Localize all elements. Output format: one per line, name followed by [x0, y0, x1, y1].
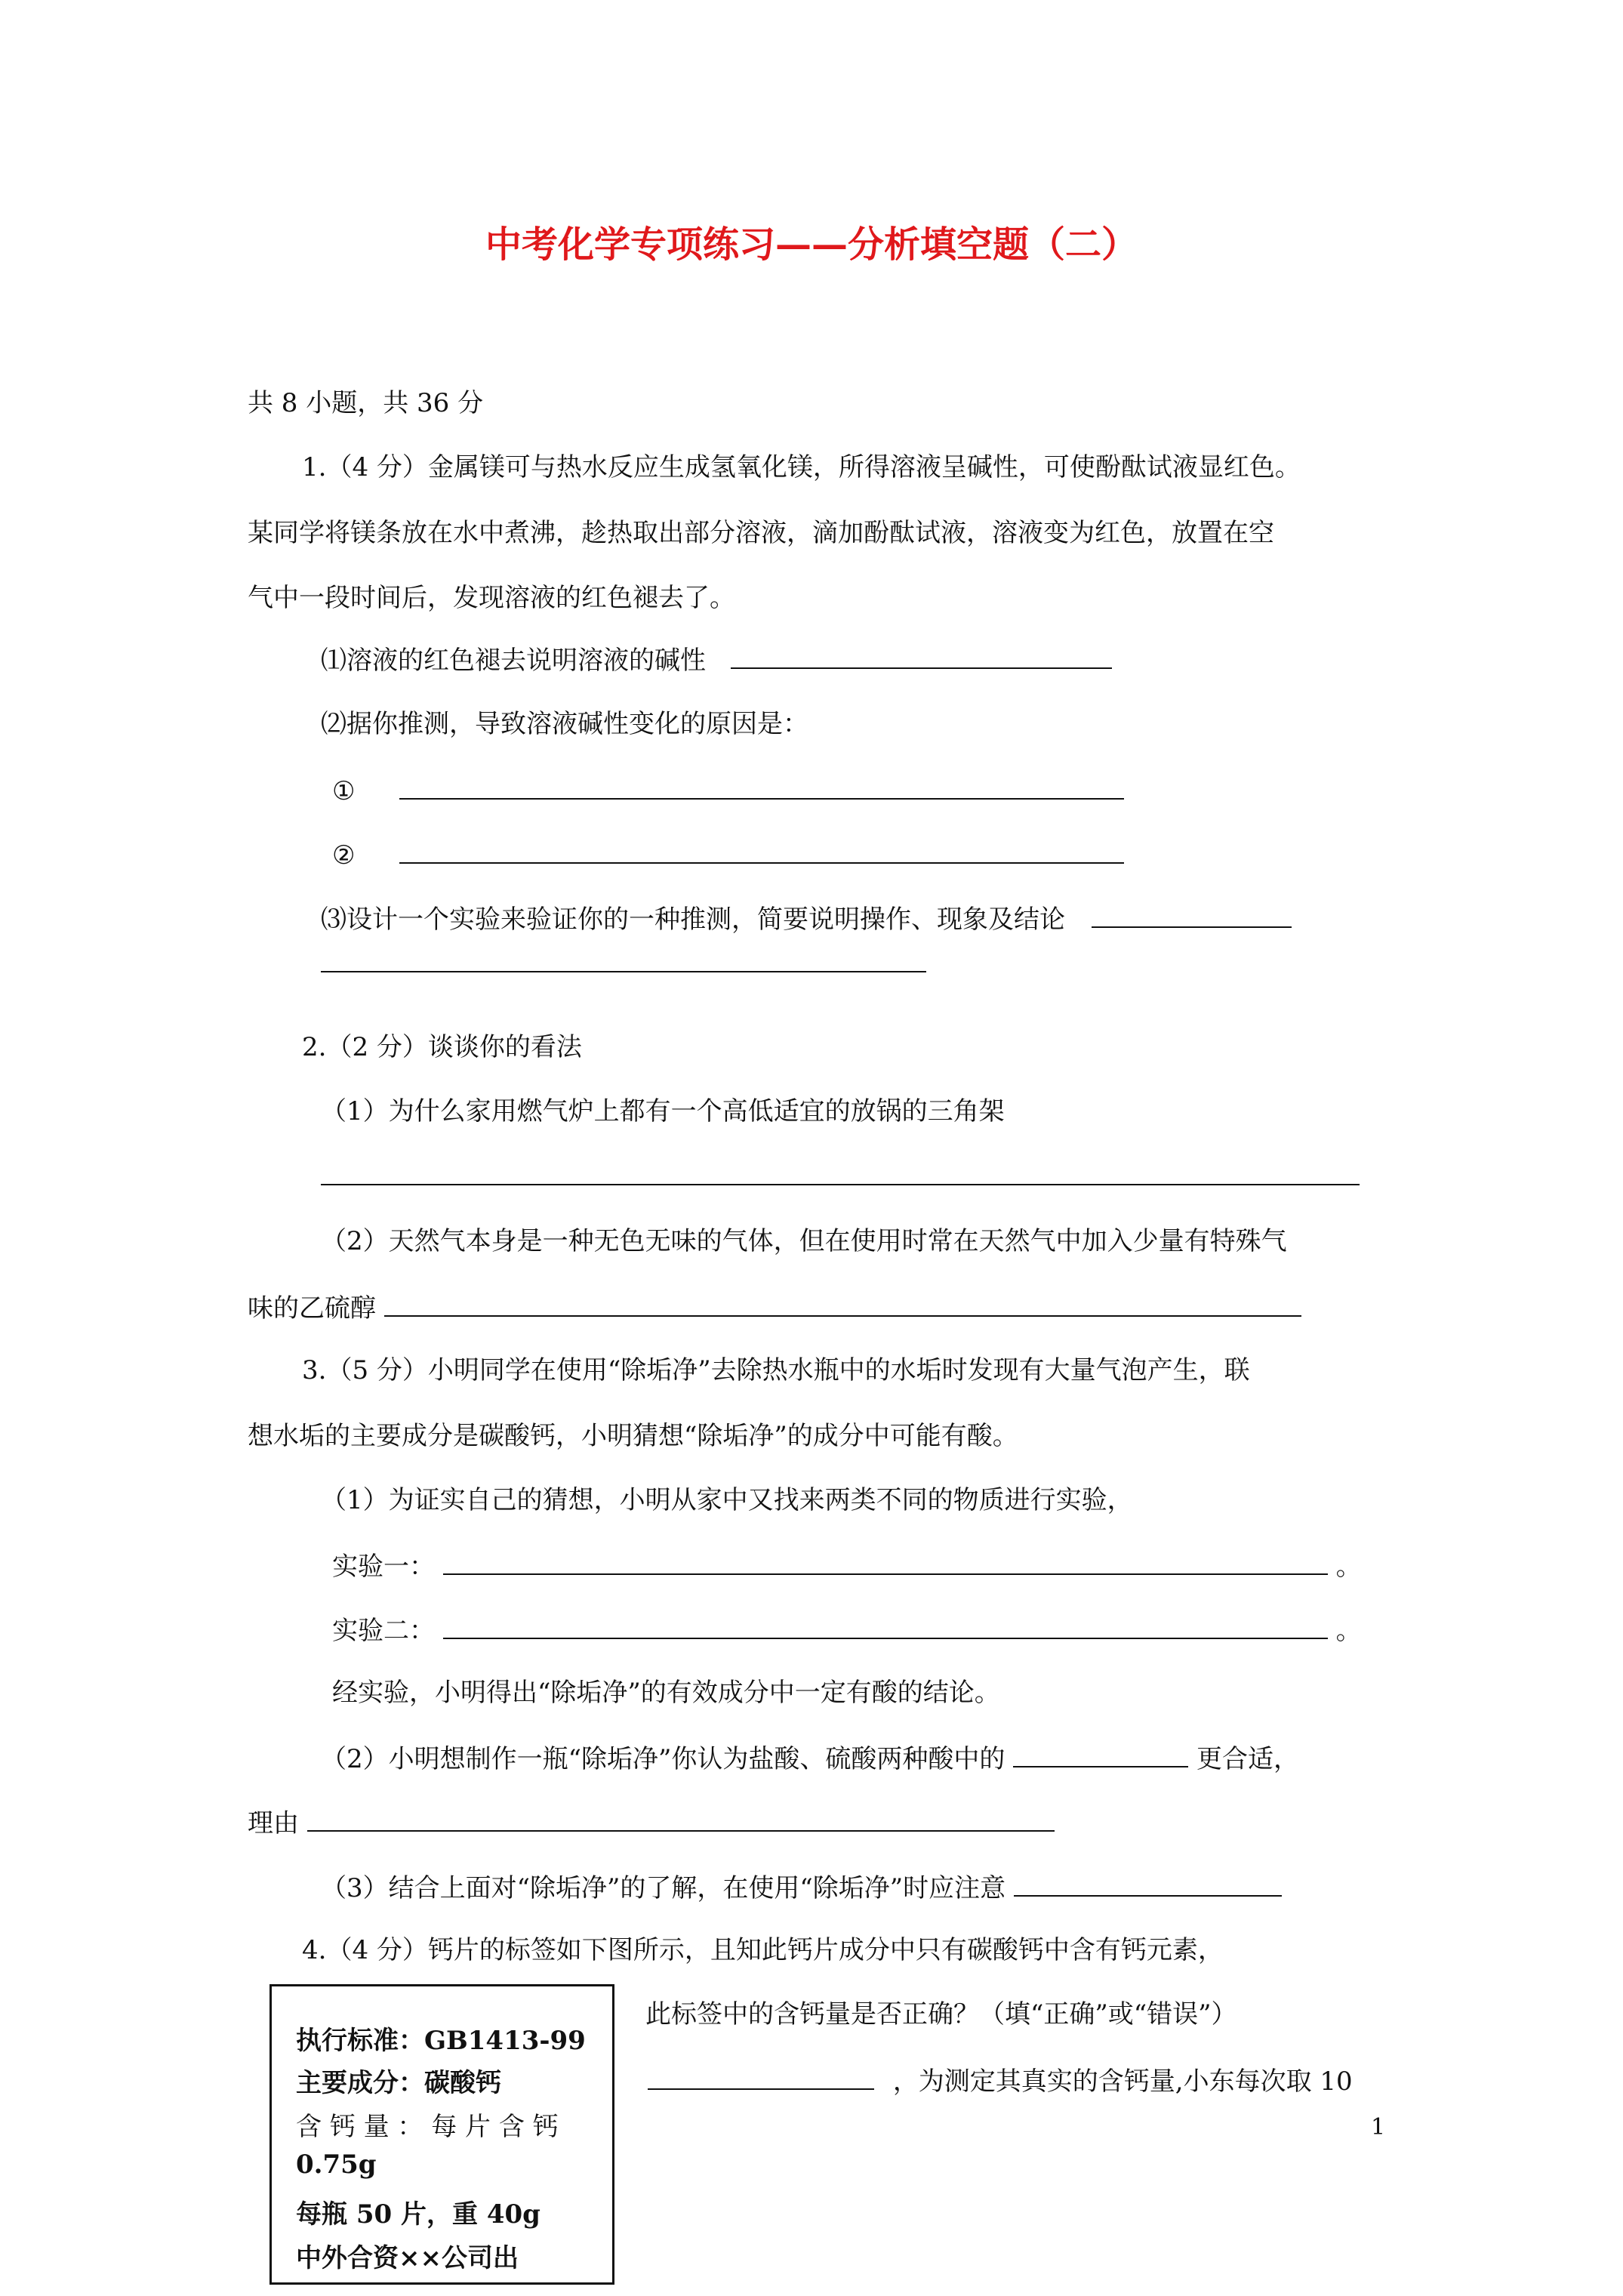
answer-blank[interactable]: [1014, 1869, 1282, 1897]
label-ingredient: 主要成分：碳酸钙: [296, 2068, 501, 2098]
reason-label: 理由: [248, 1808, 299, 1838]
q1-cause1: [332, 772, 1124, 808]
q1-cause2: [332, 837, 1124, 872]
label-calcium-content: 含 钙 量 ： 每 片 含 钙: [296, 2112, 559, 2142]
answer-blank[interactable]: [648, 2063, 874, 2090]
q3-experiment-1: [332, 1548, 1362, 1583]
q2-head: 2.（2 分）谈谈你的看法: [302, 1032, 582, 1062]
answer-blank[interactable]: [321, 1184, 1360, 1185]
q1-sub3-text: ⑶设计一个实验来验证你的一种推测，简要说明操作、现象及结论: [321, 905, 1065, 935]
q2-sub2-line2: [248, 1290, 1301, 1325]
summary: 共 8 小题，共 36 分: [248, 388, 484, 418]
q1-sub3: [321, 901, 1292, 936]
q4-right-line2: [648, 2063, 1353, 2098]
answer-blank[interactable]: [443, 1548, 1328, 1575]
q3-sub1: （1）为证实自己的猜想，小明从家中又找来两类不同的物质进行实验，: [321, 1485, 1133, 1515]
q2-sub2-text: 味的乙硫醇: [248, 1293, 376, 1324]
q1-sub1-text: ⑴溶液的红色褪去说明溶液的碱性: [321, 646, 706, 676]
answer-blank[interactable]: [1013, 1740, 1188, 1767]
label-calcium-amount: 0.75g: [296, 2150, 377, 2180]
answer-blank[interactable]: [443, 1612, 1328, 1639]
q3-sub2: [321, 1740, 1299, 1776]
circle-two-label: ②: [332, 840, 356, 871]
period: 。: [1335, 1616, 1362, 1646]
q2-sub2-line1: （2）天然气本身是一种无色无味的气体，但在使用时常在天然气中加入少量有特殊气: [321, 1226, 1287, 1256]
q3-sub3: [321, 1869, 1282, 1905]
q3-line2: 想水垢的主要成分是碳酸钙，小明猜想“除垢净”的成分中可能有酸。: [248, 1421, 1018, 1451]
q4-right-line2-text: ，为测定其真实的含钙量,小东每次取 10: [892, 2066, 1353, 2097]
experiment-1-label: 实验一：: [332, 1552, 435, 1582]
answer-blank[interactable]: [384, 1290, 1301, 1317]
q3-experiment-2: [332, 1612, 1362, 1647]
answer-blank[interactable]: [399, 772, 1124, 800]
q4-right-line1: 此标签中的含钙量是否正确？（填“正确”或“错误”）: [645, 1999, 1237, 2029]
circle-one-label: ①: [332, 776, 356, 806]
q3-line1: 3.（5 分）小明同学在使用“除垢净”去除热水瓶中的水垢时发现有大量气泡产生，联: [302, 1355, 1250, 1385]
label-bottle-info: 每瓶 50 片，重 40g: [296, 2199, 540, 2230]
q3-reason: [248, 1804, 1055, 1840]
q3-conclusion: 经实验，小明得出“除垢净”的有效成分中一定有酸的结论。: [332, 1678, 1000, 1708]
q3-sub3-text: （3）结合上面对“除垢净”的了解，在使用“除垢净”时应注意: [321, 1873, 1006, 1903]
label-standard: 执行标准：GB1413-99: [296, 2026, 586, 2056]
q1-line1: 1.（4 分）金属镁可与热水反应生成氢氧化镁，所得溶液呈碱性，可使酚酞试液显红色。: [302, 452, 1301, 482]
experiment-2-label: 实验二：: [332, 1616, 435, 1646]
answer-blank[interactable]: [399, 837, 1124, 864]
q1-line2: 某同学将镁条放在水中煮沸，趁热取出部分溶液，滴加酚酞试液，溶液变为红色，放置在空: [248, 518, 1274, 548]
q3-sub2-text: （2）小明想制作一瓶“除垢净”你认为盐酸、硫酸两种酸中的: [321, 1744, 1006, 1774]
answer-blank-continued[interactable]: [321, 971, 926, 972]
q1-line3: 气中一段时间后，发现溶液的红色褪去了。: [248, 583, 735, 613]
q1-sub1: [321, 642, 1112, 677]
q2-sub1: （1）为什么家用燃气炉上都有一个高低适宜的放锅的三角架: [321, 1096, 1005, 1126]
answer-blank[interactable]: [731, 642, 1112, 669]
label-manufacturer: 中外合资××公司出: [296, 2243, 519, 2273]
answer-blank[interactable]: [1092, 901, 1292, 928]
period: 。: [1335, 1552, 1362, 1582]
page-number: 1: [1371, 2114, 1386, 2140]
q1-sub2: ⑵据你推测，导致溶液碱性变化的原因是：: [321, 709, 808, 739]
q3-sub2-end: 更合适，: [1196, 1744, 1300, 1774]
page-title: 中考化学专项练习——分析填空题（二）: [485, 223, 1138, 266]
calcium-tablet-label: [269, 1984, 614, 2285]
answer-blank[interactable]: [307, 1804, 1055, 1832]
q4-line1: 4.（4 分）钙片的标签如下图所示，且知此钙片成分中只有碳酸钙中含有钙元素，: [302, 1935, 1224, 1965]
